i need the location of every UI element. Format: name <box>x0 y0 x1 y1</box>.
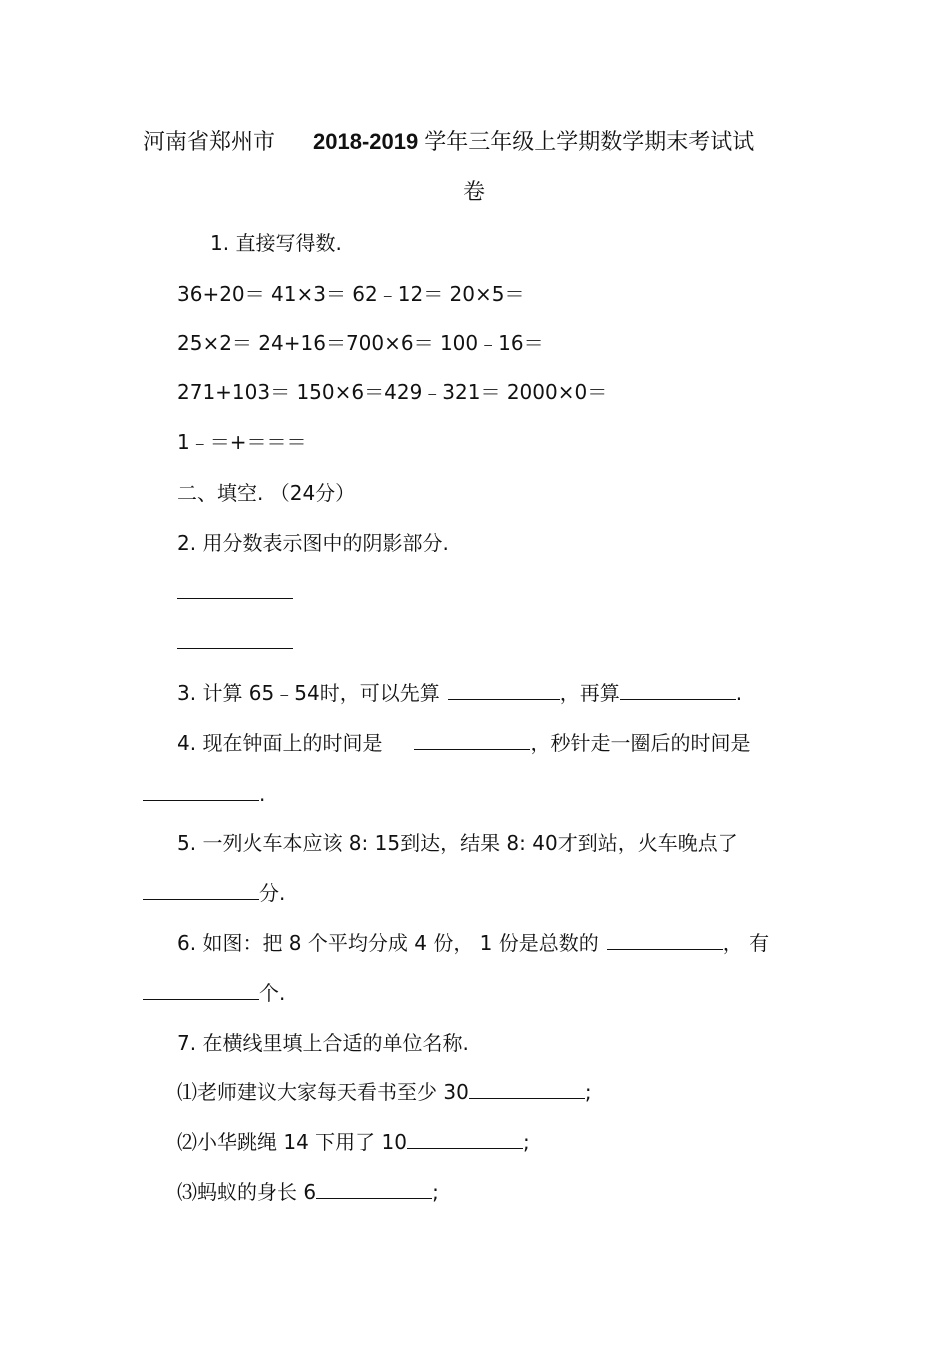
q4-line-2 <box>143 782 265 806</box>
q7-item-3-end: ; <box>432 1180 439 1204</box>
q4-blank-1[interactable] <box>414 731 530 750</box>
title-subject: 学年三年级上学期数学期末考试试 <box>424 130 755 155</box>
q6-blank-1[interactable] <box>607 931 723 950</box>
q7-item-3-text: ⑶蚂蚁的身长 6 <box>177 1180 317 1204</box>
q3-text-c: . <box>735 681 743 705</box>
q5-blank[interactable] <box>143 881 259 900</box>
q3-text-b: ，再算 <box>559 681 620 705</box>
q4-text-b: ，秒针走一圈后的时间是 <box>530 731 751 755</box>
q7-heading: 7. 在横线里填上合适的单位名称. <box>177 1031 469 1055</box>
q1-row-3: 271+103＝ 150×6＝429﹣321＝ 2000×0＝ <box>177 380 608 404</box>
q5-line: 5. 一列火车本应该 8: 15到达，结果 8: 40才到站，火车晚点了 <box>177 831 738 855</box>
q7-item-1-end: ; <box>584 1080 592 1104</box>
q3-line <box>177 681 742 705</box>
q7-item-2-end: ; <box>522 1130 530 1154</box>
q4-line <box>177 731 750 755</box>
q7-item-2 <box>177 1130 530 1154</box>
q2-answer-line-1[interactable] <box>177 580 293 604</box>
q1-row-2: 25×2＝ 24+16＝700×6＝ 100﹣16＝ <box>177 331 544 355</box>
section-2-heading: 二、填空. （24分） <box>177 481 356 505</box>
q4-blank-2[interactable] <box>143 782 259 801</box>
q7-item-1 <box>177 1080 592 1104</box>
q7-item-1-text: ⑴老师建议大家每天看书至少 30 <box>177 1080 469 1104</box>
q1-row-4: 1﹣＝+＝＝＝ <box>177 430 307 454</box>
q3-blank-2[interactable] <box>620 681 736 700</box>
q3-text-a: 3. 计算 65﹣54时，可以先算 <box>177 681 440 705</box>
q6-line <box>177 931 769 955</box>
q1-row-1: 36+20＝ 41×3＝ 62﹣12＝ 20×5＝ <box>177 282 525 306</box>
title-region: 河南省郑州市 <box>143 130 276 155</box>
q6-text-a: 6. 如图：把 8 个平均分成 4 份， 1 份是总数的 <box>177 931 599 955</box>
q6-text-b: ， 有 <box>722 931 770 955</box>
q5-line-2 <box>143 881 285 905</box>
q3-blank-1[interactable] <box>448 681 560 700</box>
q7-item-3-blank[interactable] <box>316 1180 432 1199</box>
q7-item-2-text: ⑵小华跳绳 14 下用了 10 <box>177 1130 407 1154</box>
q6-blank-2[interactable] <box>143 981 259 1000</box>
q4-text-a: 4. 现在钟面上的时间是 <box>177 731 383 755</box>
exam-title <box>143 129 754 156</box>
q7-item-1-blank[interactable] <box>469 1080 585 1099</box>
q5-text-b: 分. <box>259 881 286 905</box>
q6-line-2 <box>143 981 285 1005</box>
q4-text-c: . <box>259 782 266 806</box>
q2-text: 2. 用分数表示图中的阴影部分. <box>177 531 449 555</box>
q7-item-3 <box>177 1180 439 1204</box>
exam-title-continued: 卷 <box>463 180 486 205</box>
title-years: 2018-2019 <box>313 129 419 154</box>
q2-answer-line-2[interactable] <box>177 630 293 654</box>
q1-heading: 1. 直接写得数. <box>210 231 342 255</box>
q7-item-2-blank[interactable] <box>407 1130 523 1149</box>
q6-text-c: 个. <box>259 981 286 1005</box>
